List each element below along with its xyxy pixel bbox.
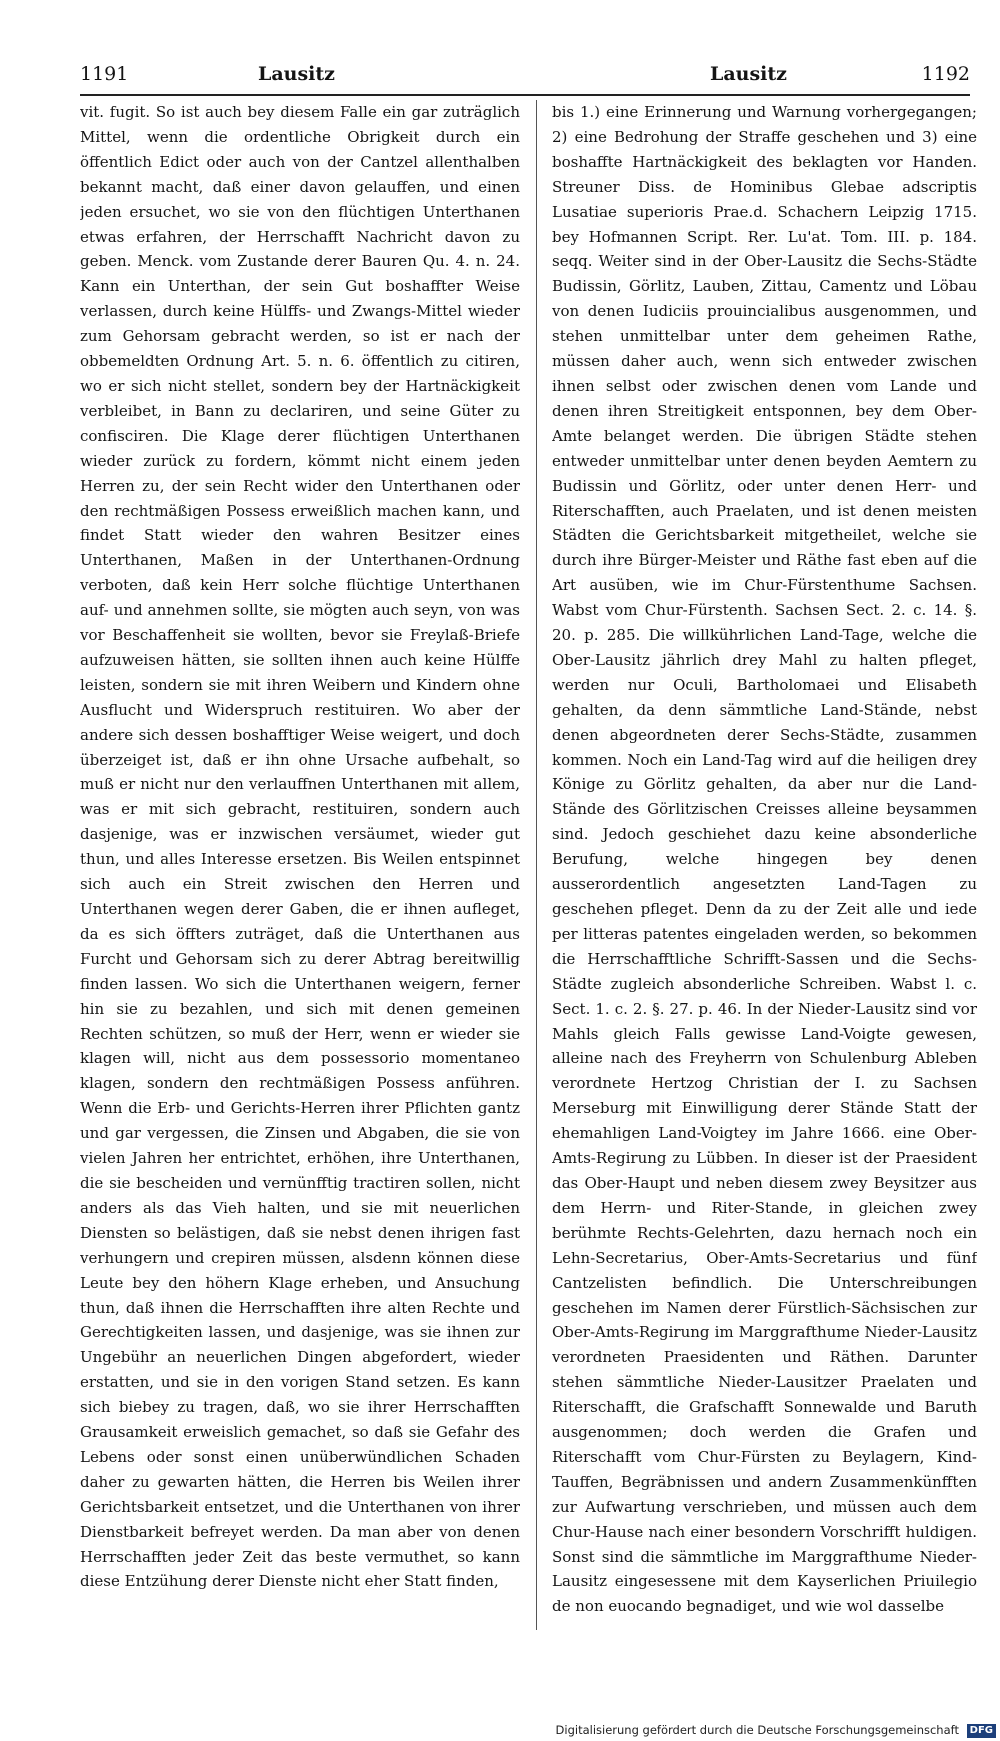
digitization-credit [556, 1721, 996, 1739]
running-title-left: Lausitz [258, 63, 335, 85]
left-column-text: vit. fugit. So ist auch bey diesem Falle ein gar zuträglich Mittel, wenn die ordentliche Obrigkeit durch ein öffentlich Edict oder auch von der Cantzel allenthalben bekannt macht, daß einer davon gelauffen, und einen jeden ersuchet, wo sie von den flüchtigen Unterthanen etwas erfahren, der Herrschafft Nachricht davon zu geben. Menck. vom Zustande derer Bauren Qu. 4. n. 24. Kann ein Unterthan, der sein Gut boshaffter Weise verlassen, durch keine Hülffs- und Zwangs-Mittel wieder zum Gehorsam gebracht werden, so ist er nach der obbemeldten Ordnung Art. 5. n. 6. öffentlich zu citiren, wo er sich nicht stellet, sondern bey der Hartnäckigkeit verbleibet, in Bann zu declariren, und seine Güter zu confisciren. Die Klage derer flüchtigen Unterthanen wieder zurück zu fordern, kömmt nicht einem jeden Herren zu, der sein Recht wider den Unterthanen oder den rechtmäßigen Possess erweißlich machen kann, und findet Statt wieder den wahren Besitzer eines Unterthanen, Maßen in der Unterthanen-Ordnung verboten, daß kein Herr solche flüchtige Unterthanen auf- und annehmen sollte, sie mögten auch seyn, von was vor Beschaffenheit sie wollten, bevor sie Freylaß-Briefe aufzuweisen hätten, sie sollten ihnen auch keine Hülffe leisten, sondern sie mit ihren Weibern und Kindern ohne Ausflucht und Widerspruch restituiren. Wo aber der andere sich dessen boshafftiger Weise weigert, und doch überzeiget ist, daß er ihn ohne Ursache aufbehalt, so muß er nicht nur den verlauffnen Unterthanen mit allem, was er mit sich gebracht, restituiren, sondern auch dasjenige, was er inzwischen versäumet, wieder gut thun, und alles Interesse ersetzen. Bis Weilen entspinnet sich auch ein Streit zwischen den Herren und Unterthanen wegen derer Gaben, die er ihnen aufleget, da es sich öffters zuträget, daß die Unterthanen aus Furcht und Gehorsam sich zu derer Abtrag bereitwillig finden lassen. Wo sich die Unterthanen weigern, ferner hin sie zu bezahlen, und sich mit denen gemeinen Rechten schützen, so muß der Herr, wenn er wieder sie klagen will, nicht aus dem possessorio momentaneo klagen, sondern den rechtmäßigen Possess anführen. Wenn die Erb- und Gerichts-Herren ihrer Pflichten gantz und gar vergessen, die Zinsen und Abgaben, die sie von vielen Jahren her entrichtet, erhöhen, ihre Unterthanen, die sie bescheiden und vernünfftig tractiren sollen, nicht anders als das Vieh halten, und sie mit neuerlichen Diensten so belästigen, daß sie nebst denen ihrigen fast verhungern und crepiren müssen, alsdenn können diese Leute bey den höhern Klage erheben, und Ansuchung thun, daß ihnen die Herrschafften ihre alten Rechte und Gerechtigkeiten lassen, und dasjenige, was sie ihnen zur Ungebühr an neuerlichen Dingen abgefordert, wieder erstatten, und sie in den vorigen Stand setzen. Es kann sich biebey zu tragen, daß, wo sie ihrer Herrschafften Grausamkeit erweislich gemachet, so daß sie Gefahr des Lebens oder sonst einen unüberwündlichen Schaden daher zu gewarten hätten, die Herren bis Weilen ihrer Gerichtsbarkeit entsetzet, und die Unterthanen von ihrer Dienstbarkeit befreyet werden. Da man aber von denen Herrschafften jeder Zeit das beste vermuthet, so kann diese Entzühung derer Dienste nicht eher Statt finden, [80, 103, 520, 1591]
page-header [80, 58, 970, 96]
page-number-left: 1191 [80, 63, 129, 85]
credit-text: Digitalisierung gefördert durch die Deutsche Forschungsgemeinschaft [555, 1723, 959, 1737]
dfg-logo: DFG [967, 1724, 996, 1738]
right-column-text: bis 1.) eine Erinnerung und Warnung vorhergegangen; 2) eine Bedrohung der Straffe geschehen und 3) eine boshaffte Hartnäckigkeit des beklagten vor Handen. Streuner Diss. de Hominibus Glebae adscriptis Lusatiae superioris Prae.d. Schachern Leipzig 1715. bey Hofmannen Script. Rer. Lu'at. Tom. III. p. 184. seqq. Weiter sind in der Ober-Lausitz die Sechs-Städte Budissin, Görlitz, Lauben, Zittau, Camentz und Löbau von denen Iudiciis prouincialibus ausgenommen, und stehen unmittelbar unter dem geheimen Rathe, müssen daher auch, wenn sich entweder zwischen ihnen selbst oder zwischen denen vom Lande und denen ihren Streitigkeit entsponnen, bey dem Ober-Amte belanget werden. Die übrigen Städte stehen entweder unmittelbar unter denen beyden Aemtern zu Budissin und Görlitz, oder unter denen Herr- und Riterschafften, auch Praelaten, und ist denen meisten Städten die Gerichtsbarkeit mitgetheilet, welche sie durch ihre Bürger-Meister und Räthe fast eben auf die Art ausüben, wie im Chur-Fürstenthume Sachsen. Wabst vom Chur-Fürstenth. Sachsen Sect. 2. c. 14. §. 20. p. 285. Die willkührlichen Land-Tage, welche die Ober-Lausitz jährlich drey Mahl zu halten pfleget, werden nur Oculi, Bartholomaei und Elisabeth gehalten, da denn sämmtliche Land-Stände, nebst denen abgeordneten derer Sechs-Städte, zusammen kommen. Noch ein Land-Tag wird auf die heiligen drey Könige zu Görlitz gehalten, da aber nur die Land-Stände des Görlitzischen Creisses alleine beysammen sind. Jedoch geschiehet dazu keine absonderliche Berufung, welche hingegen bey denen ausserordentlich angesetzten Land-Tagen zu geschehen pfleget. Denn da zu der Zeit alle und iede per litteras patentes eingeladen werden, so bekommen die Herrschafftliche Schrifft-Sassen und die Sechs-Städte zugleich absonderliche Schreiben. Wabst l. c. Sect. 1. c. 2. §. 27. p. 46. In der Nieder-Lausitz sind vor Mahls gleich Falls gewisse Land-Voigte gewesen, alleine nach des Freyherrn von Schulenburg Ableben verordnete Hertzog Christian der I. zu Sachsen Merseburg mit Einwilligung derer Stände Statt der ehemahligen Land-Voigtey im Jahre 1666. eine Ober-Amts-Regirung zu Lübben. In dieser ist der Praesident das Ober-Haupt und neben diesem zwey Beysitzer aus dem Herrn- und Riter-Stande, in gleichen zwey berühmte Rechts-Gelehrten, dazu hernach noch ein Lehn-Secretarius, Ober-Amts-Secretarius und fünf Cantzelisten befindlich. Die Unterschreibungen geschehen im Namen derer Fürstlich-Sächsischen zur Ober-Amts-Regirung im Marggrafthume Nieder-Lausitz verordneten Praesidenten und Räthen. Darunter stehen sämmtliche Nieder-Lausitzer Praelaten und Riterschafft, die Grafschafft Sonnewalde und Baruth ausgenommen; doch werden die Grafen und Riterschafft vom Chur-Fürsten zu Beylagern, Kind-Tauffen, Begräbnissen und andern Zusammenkünfften zur Aufwartung verschrieben, und müssen auch dem Chur-Hause nach einer besondern Vorschrifft huldigen. Sonst sind die sämmtliche im Marggrafthume Nieder-Lausitz eingesessene mit dem Kayserlichen Priuilegio de non euocando begnadiget, und wie wol dasselbe [552, 103, 977, 1616]
right-text-column [552, 100, 977, 1655]
left-text-column [80, 100, 520, 1655]
page-number-right: 1192 [921, 63, 970, 85]
running-title-right: Lausitz [710, 63, 787, 85]
column-divider [536, 100, 537, 1630]
